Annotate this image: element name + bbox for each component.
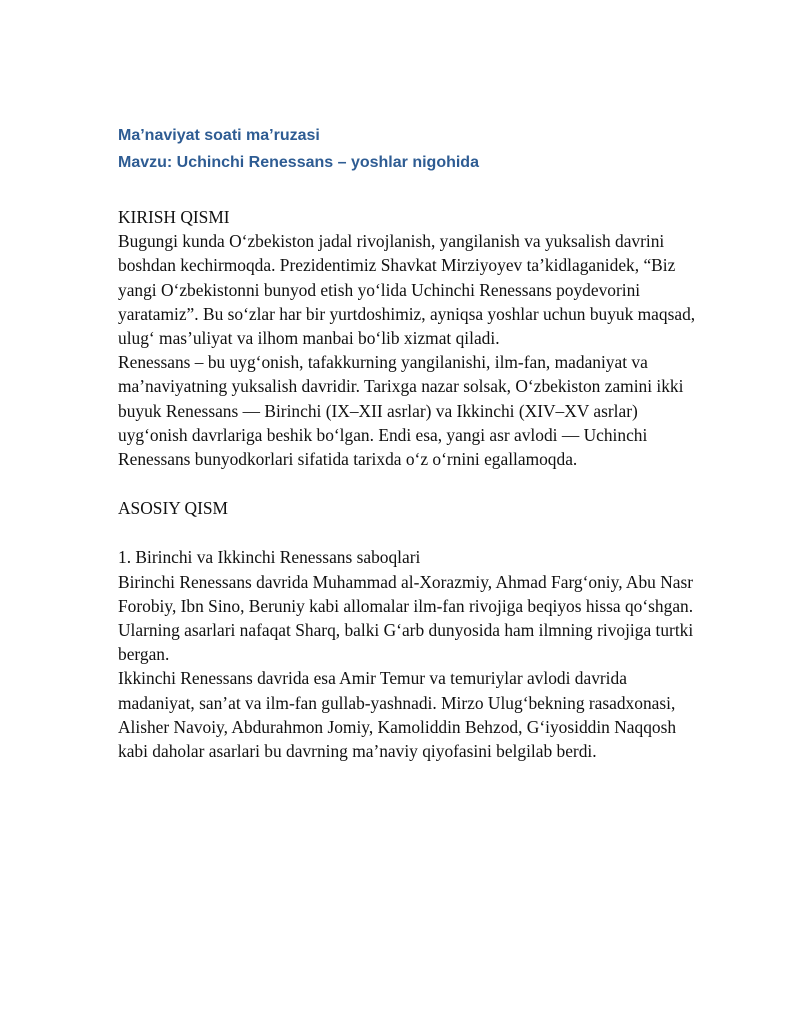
subsection-heading-1: 1. Birinchi va Ikkinchi Renessans saboqlari [118,547,421,568]
intro-heading: KIRISH QISMI [118,207,230,227]
main-paragraph-2: Ikkinchi Renessans davrida esa Amir Temur va temuriylar avlodi davrida madaniyat, san’at va ilm-fan gullab-yashnadi. Mirzo Ulug‘bekning rasadxonasi, Alisher Navoiy, Abdurahmon Jomiy, Kamoliddin Behzod, G‘iyosiddin Naqqosh kabi daholar asarlari bu davrning ma’naviy qiyofasini belgilab berdi. [118,668,677,762]
intro-paragraph-1: Bugungi kunda O‘zbekiston jadal rivojlanish, yangilanish va yuksalish davrini boshdan kechirmoqda. Prezidentimiz Shavkat Mirziyoyev ta’kidlaganidek, “Biz yangi O‘zbekistonni bunyod etish yo‘lida Uchinchi Renessans poydevorini yaratamiz”. Bu so‘zlar har bir yurtdoshimiz, ayniqsa yoshlar uchun buyuk maqsad, ulug‘ mas’uliyat va ilhom manbai bo‘lib xizmat qiladi. [118,231,696,349]
document-header [118,122,698,176]
main-paragraph-1: Birinchi Renessans davrida Muhammad al-Xorazmiy, Ahmad Farg‘oniy, Abu Nasr Forobiy, Ibn Sino, Beruniy kabi allomalar ilm-fan rivojiga beqiyos hissa qo‘shgan. Ularning asarlari nafaqat Sharq, balki G‘arb dunyosida ham ilmning rivojiga turtki bergan. [118,571,694,665]
document-page [118,122,698,763]
document-subtitle: Mavzu: Uchinchi Renessans – yoshlar nigohida [118,154,479,171]
intro-paragraph-2: Renessans – bu uyg‘onish, tafakkurning yangilanishi, ilm-fan, madaniyat va ma’naviyatning yuksalish davridir. Tarixga nazar solsak, O‘zbekiston zamini ikki buyuk Renessans — Birinchi (IX–XII asrlar) va Ikkinchi (XIV–XV asrlar) uyg‘onish davrlariga beshik bo‘lgan. Endi esa, yangi asr avlodi — Uchinchi Renessans bunyodkorlari sifatida tarixda o‘z o‘rnini egallamoqda. [118,352,684,470]
document-title: Ma’naviyat soati ma’ruzasi [118,127,320,144]
main-heading: ASOSIY QISM [118,498,228,519]
